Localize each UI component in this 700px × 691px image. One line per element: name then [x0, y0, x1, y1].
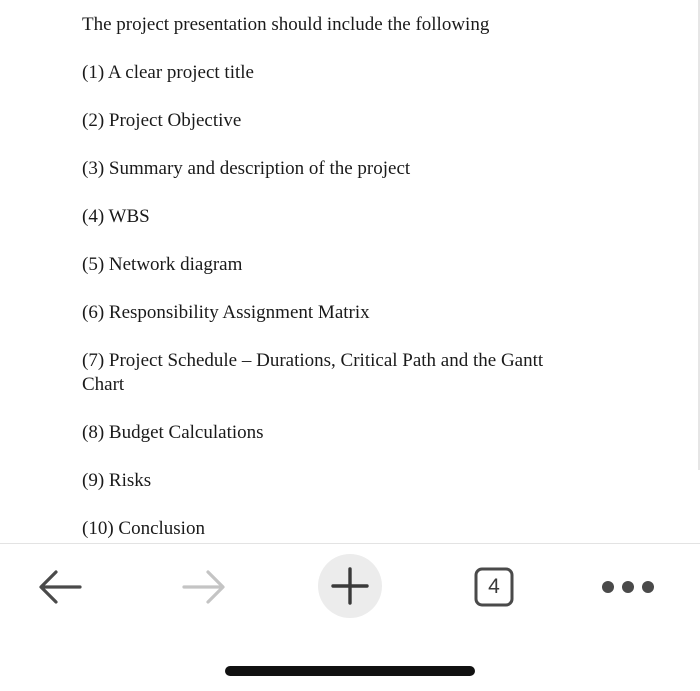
list-item: (5) Network diagram	[82, 254, 243, 275]
list-item: (7) Project Schedule – Durations, Critical Path and the Gantt	[82, 350, 544, 371]
list-item: (6) Responsibility Assignment Matrix	[82, 302, 370, 323]
back-button[interactable]	[34, 564, 86, 610]
browser-toolbar	[0, 543, 700, 691]
list-item: (8) Budget Calculations	[82, 422, 264, 443]
list-item: (1) A clear project title	[82, 62, 254, 83]
new-tab-button[interactable]	[318, 554, 382, 618]
arrow-left-icon	[36, 567, 84, 607]
tab-count: 4	[488, 575, 500, 598]
forward-button[interactable]	[178, 564, 230, 610]
more-dots-icon	[598, 577, 658, 597]
document-heading: The project presentation should include the following	[82, 14, 490, 35]
list-item: (4) WBS	[82, 206, 150, 227]
list-item-continuation: Chart	[82, 374, 125, 395]
plus-icon	[330, 566, 370, 606]
list-item: (9) Risks	[82, 470, 152, 491]
list-item: (3) Summary and description of the project	[82, 158, 411, 179]
home-indicator[interactable]	[225, 666, 475, 676]
list-item: (2) Project Objective	[82, 110, 242, 131]
more-button[interactable]	[596, 564, 660, 610]
arrow-right-icon	[180, 567, 228, 607]
tabs-button[interactable]	[468, 564, 520, 610]
list-item: (10) Conclusion	[82, 518, 205, 539]
